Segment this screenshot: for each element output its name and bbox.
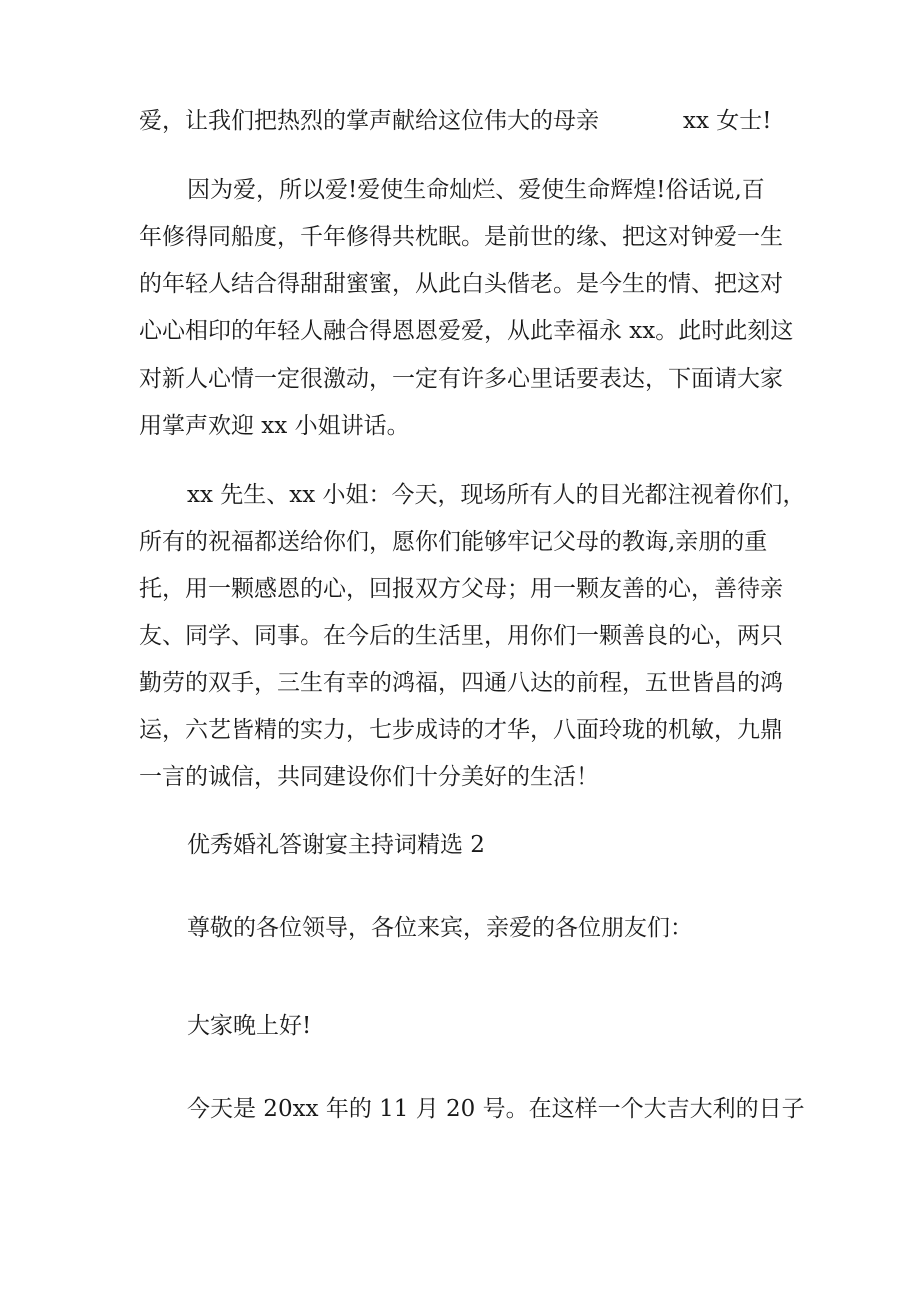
paragraph-line: 一言的诚信，共同建设你们十分美好的生活！ — [139, 764, 599, 790]
paragraph-line: 运，六艺皆精的实力，七步成诗的才华，八面玲珑的机敏，九鼎 — [139, 717, 783, 743]
paragraph-line: 因为爱，所以爱!爱使生命灿烂、爱使生命辉煌!俗话说,百 — [187, 177, 765, 203]
paragraph-line: 用掌声欢迎 xx 小姐讲话。 — [139, 413, 410, 439]
opening-line: 爱，让我们把热烈的掌声献给这位伟大的母亲 — [139, 108, 599, 134]
good-evening-line: 大家晚上好! — [187, 1013, 312, 1039]
paragraph-line: 心心相印的年轻人融合得恩恩爱爱，从此幸福永 xx。此时此刻这 — [139, 318, 794, 344]
paragraph-line: 所有的祝福都送给你们，愿你们能够牢记父母的教诲,亲朋的重 — [139, 529, 768, 555]
paragraph-line: 托，用一颗感恩的心，回报双方父母；用一颗友善的心，善待亲 — [139, 576, 783, 602]
paragraph-line: 友、同学、同事。在今后的生活里，用你们一颗善良的心，两只 — [139, 623, 783, 649]
date-line: 今天是 20xx 年的 11 月 20 号。在这样一个大吉大利的日子 — [187, 1096, 805, 1122]
opening-line-tail: xx 女士! — [683, 108, 772, 134]
paragraph-line: 对新人心情一定很激动，一定有许多心里话要表达，下面请大家 — [139, 366, 783, 392]
greeting-line: 尊敬的各位领导，各位来宾，亲爱的各位朋友们： — [187, 915, 693, 941]
section-title: 优秀婚礼答谢宴主持词精选 2 — [187, 832, 485, 858]
paragraph-line: 的年轻人结合得甜甜蜜蜜，从此白头偕老。是今生的情、把这对 — [139, 271, 783, 297]
paragraph-line: 年修得同船度，千年修得共枕眠。是前世的缘、把这对钟爱一生 — [139, 224, 783, 250]
paragraph-line: 勤劳的双手，三生有幸的鸿福，四通八达的前程，五世皆昌的鸿 — [139, 670, 783, 696]
paragraph-line: xx 先生、xx 小姐：今天，现场所有人的目光都注视着你们， — [187, 482, 806, 508]
